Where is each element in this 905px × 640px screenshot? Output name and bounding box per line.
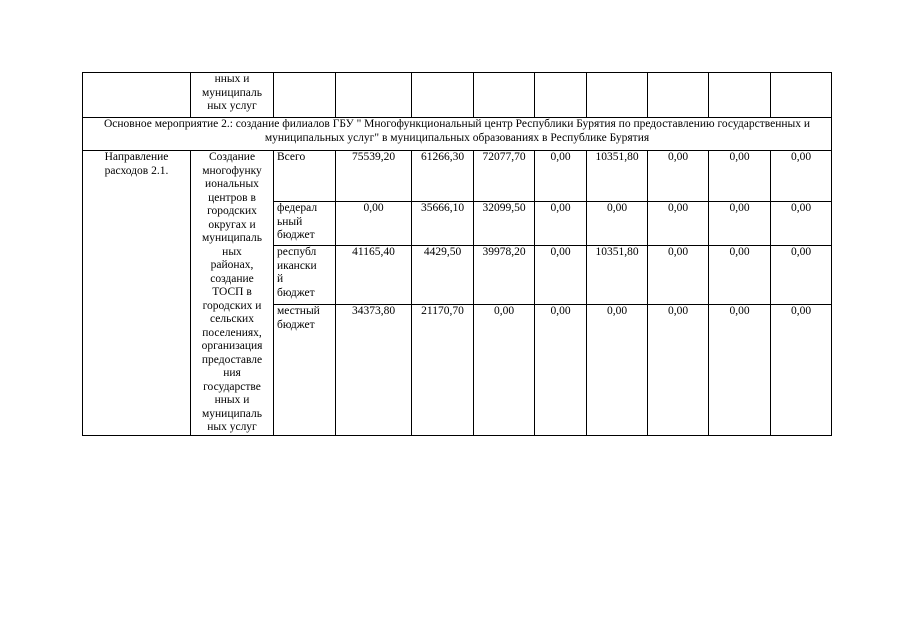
value-cell: 0,00 bbox=[709, 202, 771, 246]
value-cell: 0,00 bbox=[535, 202, 587, 246]
cell-empty bbox=[336, 73, 412, 118]
table-row-continuation bbox=[83, 73, 832, 118]
value-cell: 61266,30 bbox=[412, 151, 474, 202]
value-cell: 0,00 bbox=[648, 151, 709, 202]
funding-source: Всего bbox=[274, 151, 336, 202]
funding-source: федерал ьный бюджет bbox=[274, 202, 336, 246]
value-cell: 0,00 bbox=[587, 305, 648, 436]
cell-empty bbox=[709, 73, 771, 118]
value-cell: 0,00 bbox=[709, 305, 771, 436]
value-cell: 10351,80 bbox=[587, 246, 648, 305]
cell-empty bbox=[648, 73, 709, 118]
cell-description-tail: нных и муниципаль ных услуг bbox=[191, 73, 274, 118]
value-cell: 0,00 bbox=[336, 202, 412, 246]
direction-description: Создание многофунку иональных центров в городских округах и муниципаль ных районах, создание ТОСП в городских и сельских поселениях, организация предоставле ния государстве нных и муниципаль ных услуг bbox=[191, 151, 274, 436]
value-cell: 32099,50 bbox=[474, 202, 535, 246]
value-cell: 35666,10 bbox=[412, 202, 474, 246]
value-cell: 0,00 bbox=[474, 305, 535, 436]
value-cell: 0,00 bbox=[771, 202, 832, 246]
cell-empty bbox=[587, 73, 648, 118]
cell-empty bbox=[412, 73, 474, 118]
value-cell: 0,00 bbox=[535, 151, 587, 202]
value-cell: 0,00 bbox=[535, 246, 587, 305]
value-cell: 39978,20 bbox=[474, 246, 535, 305]
value-cell: 34373,80 bbox=[336, 305, 412, 436]
value-cell: 0,00 bbox=[587, 202, 648, 246]
cell-empty bbox=[535, 73, 587, 118]
table-row-measure-header bbox=[83, 118, 832, 151]
funding-source: республ икански й бюджет bbox=[274, 246, 336, 305]
value-cell: 21170,70 bbox=[412, 305, 474, 436]
cell-empty bbox=[274, 73, 336, 118]
budget-table bbox=[82, 72, 832, 436]
value-cell: 0,00 bbox=[648, 305, 709, 436]
cell-empty bbox=[83, 73, 191, 118]
funding-source: местный бюджет bbox=[274, 305, 336, 436]
value-cell: 0,00 bbox=[535, 305, 587, 436]
value-cell: 0,00 bbox=[771, 246, 832, 305]
value-cell: 0,00 bbox=[771, 151, 832, 202]
value-cell: 0,00 bbox=[648, 246, 709, 305]
value-cell: 0,00 bbox=[709, 151, 771, 202]
cell-empty bbox=[474, 73, 535, 118]
value-cell: 0,00 bbox=[709, 246, 771, 305]
value-cell: 41165,40 bbox=[336, 246, 412, 305]
direction-label: Направление расходов 2.1. bbox=[83, 151, 191, 436]
value-cell: 0,00 bbox=[648, 202, 709, 246]
table-row bbox=[83, 151, 832, 202]
value-cell: 75539,20 bbox=[336, 151, 412, 202]
value-cell: 72077,70 bbox=[474, 151, 535, 202]
value-cell: 10351,80 bbox=[587, 151, 648, 202]
measure-title: Основное мероприятие 2.: создание филиалов ГБУ " Многофункциональный центр Республики Бурятия по предоставлению государственных и муниципальных услуг" в муниципальных образованиях в Республике Бурятия bbox=[83, 118, 832, 151]
cell-empty bbox=[771, 73, 832, 118]
value-cell: 4429,50 bbox=[412, 246, 474, 305]
value-cell: 0,00 bbox=[771, 305, 832, 436]
